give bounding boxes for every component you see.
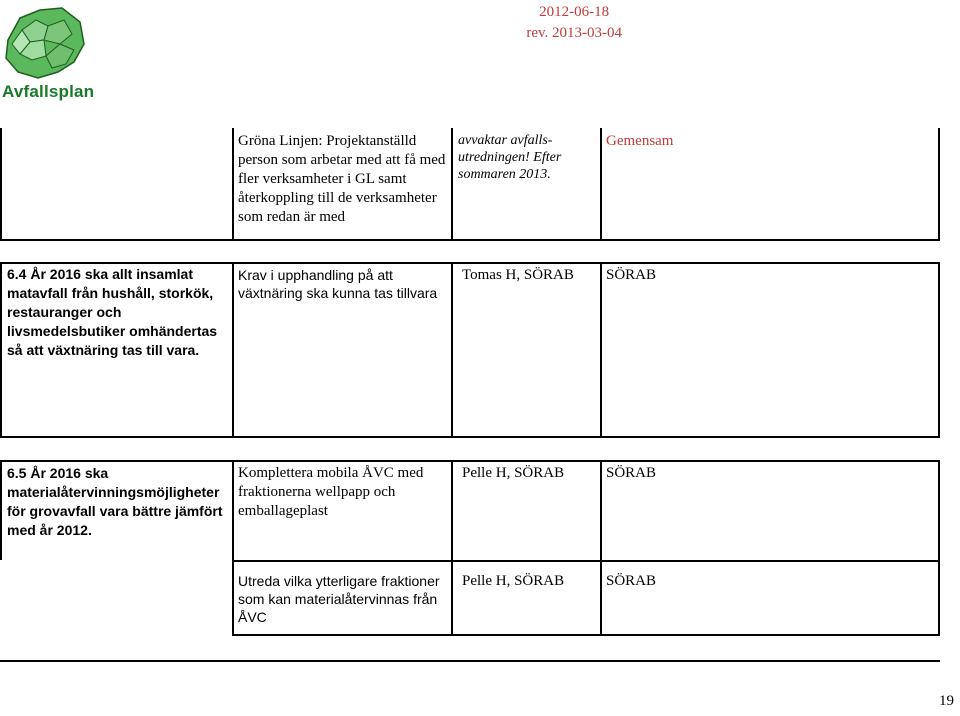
table-cell-action: Krav i upphandling på att växtnäring ska kunna tas tillvara bbox=[238, 267, 438, 301]
table-cell-responsible: Pelle H, SÖRAB bbox=[462, 573, 565, 589]
page-number: 19 bbox=[939, 693, 954, 709]
header-dates bbox=[526, 2, 622, 44]
table-cell-responsible: Pelle H, SÖRAB bbox=[462, 465, 565, 481]
table-cell-cost: SÖRAB bbox=[606, 465, 657, 481]
table-cell-cost: SÖRAB bbox=[606, 573, 657, 589]
revision-date: rev. 2013-03-04 bbox=[526, 25, 622, 41]
region-map-icon bbox=[0, 0, 100, 90]
logo-text: Avfallsplan bbox=[2, 82, 95, 101]
table-cell-action: Komplettera mobila ÅVC med fraktionerna wellpapp och emballageplast bbox=[238, 465, 424, 519]
table-cell-responsible: Tomas H, SÖRAB bbox=[462, 267, 574, 283]
table-cell-action: Utreda vilka ytterligare fraktioner som kan materialåtervinnas från ÅVC bbox=[238, 573, 440, 625]
document-date: 2012-06-18 bbox=[539, 4, 610, 20]
table-cell-responsible: avvaktar avfalls-utredningen! Efter sommaren 2013. bbox=[458, 133, 562, 182]
table-cell-goal: 6.5 År 2016 ska materialåtervinningsmöjligheter för grovavfall vara bättre jämfört med år 2012. bbox=[7, 465, 223, 538]
table-cell-goal: 6.4 År 2016 ska allt insamlat matavfall från hushåll, storkök, restauranger och livsmedelsbutiker omhändertas så att växtnäring tas till vara. bbox=[7, 266, 218, 358]
table-cell-cost: Gemensam bbox=[606, 133, 674, 149]
table-cell-cost: SÖRAB bbox=[606, 267, 657, 283]
table-cell-action: Gröna Linjen: Projektanställd person som arbetar med att få med fler verksamheter i GL samt återkoppling till de verksamheter som redan är med bbox=[238, 133, 446, 225]
